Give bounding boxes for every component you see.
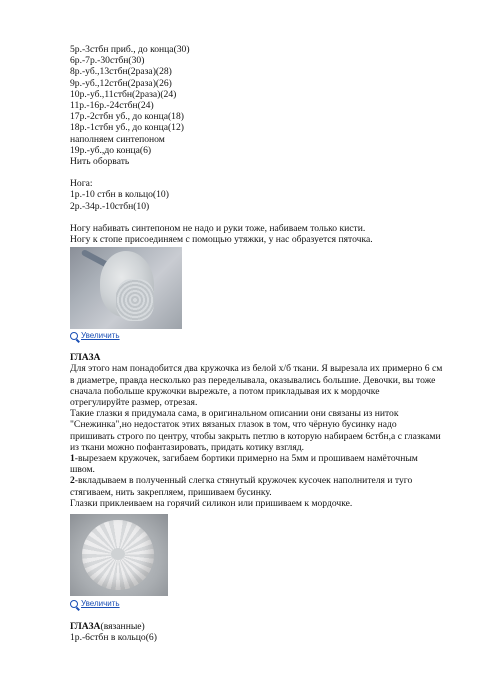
knitted-eyes-heading: ГЛАЗА	[70, 621, 101, 633]
pattern-row: Нить оборвать	[70, 156, 130, 168]
knitted-eyes-suffix: (вязанные)	[100, 621, 145, 633]
leg-section	[70, 178, 470, 212]
step-text: -вкладываем в полученный слегка стянутый кружочек кусочек наполнителя и туго	[74, 475, 413, 487]
pattern-row: 6р.-7р.-30стбн(30)	[70, 55, 145, 67]
knitted-eyes-row: 1р.-6стбн в кольцо(6)	[70, 632, 157, 644]
step-number: 2	[70, 475, 75, 487]
document-page	[70, 44, 470, 644]
magnifier-icon	[70, 600, 78, 608]
enlarge-label: Увеличить	[81, 331, 120, 341]
leg-note: Ногу к стопе присоединяем с помощью утяжки, у нас образуется пяточка.	[70, 234, 373, 246]
knitted-eyes-title	[70, 621, 470, 632]
enlarge-link-1[interactable]	[70, 331, 470, 341]
leg-notes	[70, 223, 470, 245]
enlarge-label: Увеличить	[81, 599, 120, 609]
eyes-text-line: из ткани можно пофантазировать, придать котику взгляд.	[70, 441, 305, 453]
eyes-text-line: отрегулируйте размер, отрезая.	[70, 397, 198, 409]
eyes-text-line: "Снежинка",но недостаток этих вязаных глазок в том, что чёрную бусинку надо	[70, 419, 397, 431]
eyes-step-1-cont: швом.	[70, 464, 95, 476]
pattern-row: 9р.-уб.,12стбн(2раза)(26)	[70, 77, 172, 89]
eyes-step-1	[70, 453, 470, 464]
knitted-eyes-section	[70, 621, 470, 643]
pattern-row: 19р.-уб.,до конца(6)	[70, 144, 152, 156]
eyes-step-2-cont: стягиваем, нить закрепляем, пришиваем бусинку.	[70, 486, 272, 498]
eyes-text-line: пришивать строго по центру, чтобы закрыть петлю в которую набираем 6стбн,а с глазками	[70, 430, 441, 442]
eye-photo[interactable]	[70, 514, 168, 596]
pattern-row: 8р.-уб.,13стбн(2раза)(28)	[70, 66, 172, 78]
pattern-rows	[70, 44, 470, 167]
eyes-text-line: в диаметре, правда несколько раз переделывала, оказывались большие. Девочки, вы тоже	[70, 374, 436, 386]
eyes-final-line: Глазки приклеиваем на горячий силикон или пришиваем к мордочке.	[70, 497, 353, 509]
crochet-foot	[116, 279, 154, 321]
pattern-row: наполняем синтепоном	[70, 133, 165, 145]
eyes-text-line: сначала побольше кружочки вырежьте, а потом прикладывая их к мордочке	[70, 385, 380, 397]
eye-photo-figure	[70, 514, 470, 609]
leg-photo-figure	[70, 247, 470, 341]
eyes-section	[70, 352, 470, 509]
leg-row: 1р.-10 стбн в кольцо(10)	[70, 189, 169, 201]
step-number: 1	[70, 453, 75, 465]
fabric-eye-center	[111, 548, 125, 560]
enlarge-link-2[interactable]	[70, 599, 470, 609]
eyes-text-line: Такие глазки я придумала сама, в оригинальном описании они связаны из ниток	[70, 408, 399, 420]
leg-row: 2р.-34р.-10стбн(10)	[70, 200, 150, 212]
pattern-row: 17р.-2стбн уб., до конца(18)	[70, 111, 184, 123]
pattern-row: 11р.-16р.-24стбн(24)	[70, 100, 154, 112]
eyes-heading: ГЛАЗА	[70, 352, 101, 364]
pattern-row: 18р.-1стбн уб., до конца(12)	[70, 122, 184, 134]
leg-note: Ногу набивать синтепоном не надо и руки тоже, набиваем только кисти.	[70, 222, 366, 234]
pattern-row: 10р.-уб.,11стбн(2раза)(24)	[70, 88, 177, 100]
eyes-step-2	[70, 475, 470, 486]
leg-title: Нога:	[70, 178, 93, 190]
step-text: -вырезаем кружочек, загибаем бортики примерно на 5мм и прошиваем намёточным	[74, 453, 418, 465]
leg-photo[interactable]	[70, 247, 182, 329]
eyes-text-line: Для этого нам понадобится два кружочка из белой х/б ткани. Я вырезала их примерно 6 см	[70, 363, 443, 375]
magnifier-icon	[70, 332, 78, 340]
pattern-row: 5р.-3стбн приб., до конца(30)	[70, 44, 190, 55]
